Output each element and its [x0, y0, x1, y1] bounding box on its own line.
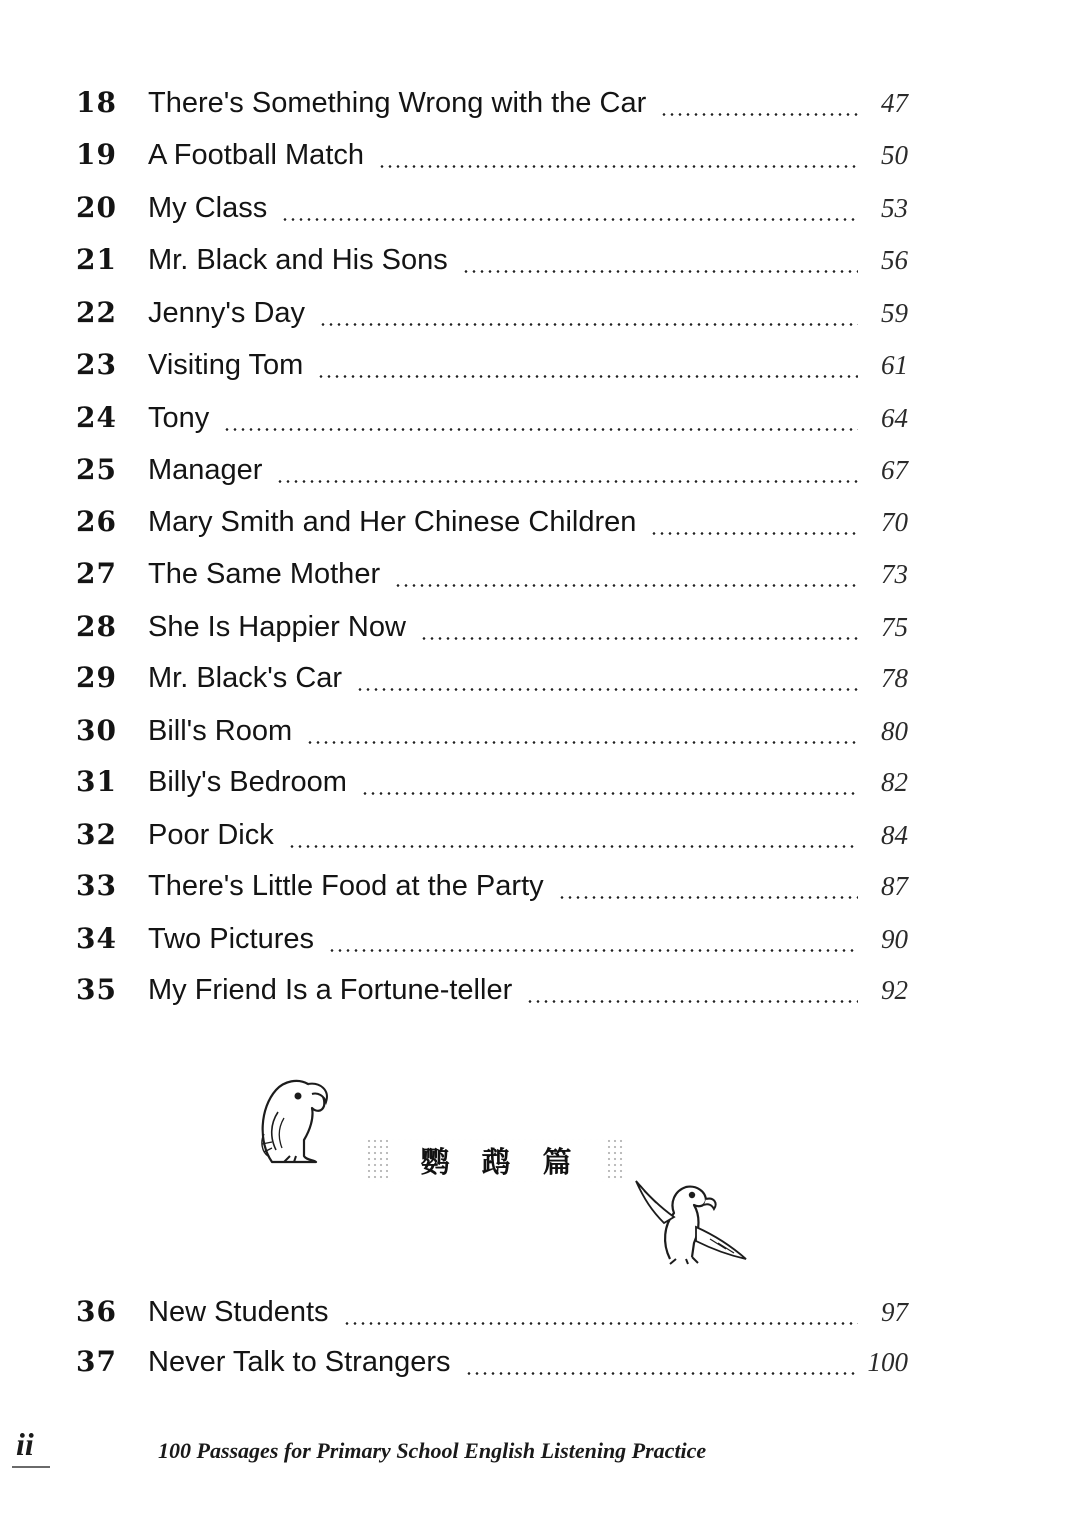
page-number: 64 [881, 403, 908, 433]
page-number: 53 [881, 193, 908, 223]
toc-row[interactable] [76, 714, 908, 754]
toc-row[interactable] [76, 1345, 908, 1385]
lesson-number: 27 [76, 557, 117, 590]
lesson-title: Tony [148, 402, 210, 434]
lesson-title: There's Something Wrong with the Car [148, 87, 647, 119]
page-number: 80 [881, 716, 908, 746]
toc-row[interactable] [76, 557, 908, 597]
toc-row[interactable] [76, 86, 908, 126]
toc-row[interactable] [76, 869, 908, 909]
dot-leader [660, 113, 858, 116]
lesson-number: 26 [76, 505, 117, 538]
toc-row[interactable] [76, 1295, 908, 1335]
section-title-text: 鹦鹉篇 [388, 1140, 603, 1181]
lesson-number: 30 [76, 714, 117, 747]
page-number: 75 [881, 612, 908, 642]
lesson-number: 28 [76, 610, 117, 643]
page-number: 87 [881, 871, 908, 901]
dot-leader [378, 165, 858, 168]
folio-underline [12, 1466, 50, 1468]
page-number: 100 [867, 1347, 908, 1377]
lesson-title: Visiting Tom [148, 349, 304, 381]
toc-row[interactable] [76, 973, 908, 1013]
lesson-title: A Football Match [148, 139, 364, 171]
page-number: 78 [881, 663, 908, 693]
page-number: 92 [881, 975, 908, 1005]
toc-row[interactable] [76, 401, 908, 441]
page-number: 67 [881, 455, 908, 485]
lesson-title: Mary Smith and Her Chinese Children [148, 506, 637, 538]
parrot-illustration [630, 1173, 750, 1265]
lesson-number: 36 [76, 1295, 117, 1328]
section-header [250, 1068, 770, 1268]
dot-leader [288, 845, 858, 848]
page-number: 84 [881, 820, 908, 850]
lesson-number: 29 [76, 661, 117, 694]
dot-leader [223, 428, 858, 431]
toc-row[interactable] [76, 610, 908, 650]
page-number: 73 [881, 559, 908, 589]
lesson-number: 20 [76, 191, 117, 224]
lesson-number: 18 [76, 86, 117, 119]
toc-row[interactable] [76, 138, 908, 178]
lesson-title: There's Little Food at the Party [148, 870, 544, 902]
lesson-number: 21 [76, 243, 117, 276]
parrot-illustration [254, 1072, 334, 1164]
page-number: 47 [881, 88, 908, 118]
book-title: 100 Passages for Primary School English Listening Practice [158, 1438, 707, 1463]
page-number: 61 [881, 350, 908, 380]
lesson-title: She Is Happier Now [148, 611, 406, 643]
lesson-title: My Class [148, 192, 268, 224]
dot-leader [319, 323, 858, 326]
page-number: 90 [881, 924, 908, 954]
toc-row[interactable] [76, 243, 908, 283]
dot-leader [558, 896, 858, 899]
lesson-title: Jenny's Day [148, 297, 306, 329]
toc-row[interactable] [76, 922, 908, 962]
lesson-title: The Same Mother [148, 558, 381, 590]
dot-leader [462, 270, 858, 273]
lesson-title: Mr. Black and His Sons [148, 244, 448, 276]
dot-leader [465, 1372, 859, 1375]
page-number: 97 [881, 1297, 908, 1327]
page-number: 50 [881, 140, 908, 170]
page-number: 56 [881, 245, 908, 275]
page-number: 59 [881, 298, 908, 328]
toc-row[interactable] [76, 191, 908, 231]
lesson-number: 19 [76, 138, 117, 171]
page-number: 70 [881, 507, 908, 537]
lesson-title: Mr. Black's Car [148, 662, 343, 694]
dot-leader [317, 375, 858, 378]
lesson-number: 25 [76, 453, 117, 486]
dot-leader [526, 1000, 858, 1003]
lesson-number: 34 [76, 922, 117, 955]
lesson-number: 37 [76, 1345, 117, 1378]
dot-leader [281, 218, 858, 221]
lesson-number: 23 [76, 348, 117, 381]
toc-row[interactable] [76, 296, 908, 336]
section-title [366, 1138, 626, 1182]
lesson-title: Never Talk to Strangers [148, 1346, 451, 1378]
toc-row[interactable] [76, 765, 908, 805]
toc-row[interactable] [76, 818, 908, 858]
dot-leader [343, 1322, 858, 1325]
lesson-number: 24 [76, 401, 117, 434]
dot-leader [394, 584, 858, 587]
dot-leader [650, 532, 858, 535]
dot-leader [361, 792, 858, 795]
lesson-title: New Students [148, 1296, 329, 1328]
lesson-title: Poor Dick [148, 819, 274, 851]
lesson-title: Two Pictures [148, 923, 314, 955]
toc-row[interactable] [76, 661, 908, 701]
dot-leader [328, 949, 858, 952]
lesson-title: Bill's Room [148, 715, 293, 747]
lesson-number: 32 [76, 818, 117, 851]
dot-leader [420, 637, 858, 640]
lesson-number: 31 [76, 765, 117, 798]
lesson-number: 33 [76, 869, 117, 902]
lesson-number: 22 [76, 296, 117, 329]
toc-row[interactable] [76, 348, 908, 388]
dot-leader [276, 480, 858, 483]
page-folio: ii [16, 1426, 34, 1462]
lesson-title: My Friend Is a Fortune-teller [148, 974, 513, 1006]
toc-row[interactable] [76, 505, 908, 545]
dot-leader [356, 688, 858, 691]
page-number: 82 [881, 767, 908, 797]
dot-leader [306, 741, 858, 744]
lesson-title: Billy's Bedroom [148, 766, 347, 798]
lesson-title: Manager [148, 454, 263, 486]
lesson-number: 35 [76, 973, 117, 1006]
toc-row[interactable] [76, 453, 908, 493]
